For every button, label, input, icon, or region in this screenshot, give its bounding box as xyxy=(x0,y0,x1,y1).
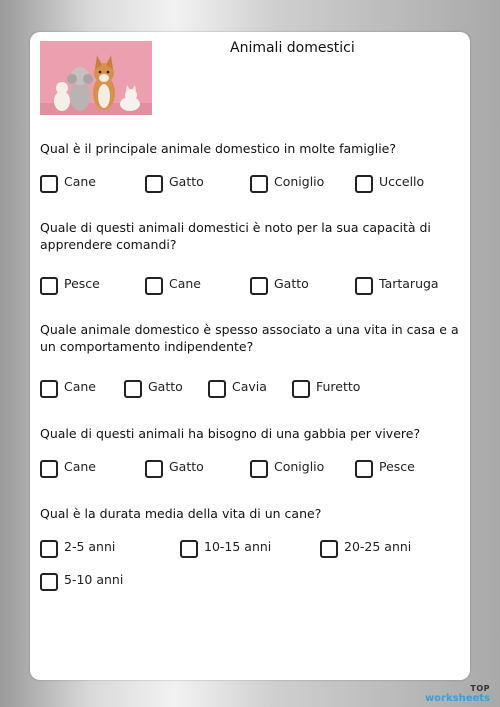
option-label: Cane xyxy=(64,458,97,474)
option-label: Cavia xyxy=(232,378,267,394)
option-checkbox[interactable] xyxy=(40,570,123,594)
question-3-options xyxy=(40,377,460,401)
option-checkbox[interactable] xyxy=(355,274,439,298)
option-checkbox[interactable] xyxy=(40,172,96,196)
option-label: Tartaruga xyxy=(379,275,439,291)
option-checkbox[interactable] xyxy=(250,274,309,298)
option-label: Gatto xyxy=(169,458,204,474)
option-label: Cane xyxy=(64,378,97,394)
brand-logo xyxy=(425,684,490,704)
question-2: Quale di questi animali domestici è noto per la sua capacità di apprendere comandi? xyxy=(40,220,431,252)
option-label: 2-5 anni xyxy=(64,538,116,554)
option-checkbox[interactable] xyxy=(208,377,267,401)
pets-photo xyxy=(40,41,152,115)
option-label: Gatto xyxy=(148,378,183,394)
checkbox-icon[interactable] xyxy=(145,277,163,295)
checkbox-icon[interactable] xyxy=(145,175,163,193)
checkbox-icon[interactable] xyxy=(355,175,373,193)
checkbox-icon[interactable] xyxy=(40,460,58,478)
option-checkbox[interactable] xyxy=(40,274,100,298)
checkbox-icon[interactable] xyxy=(250,175,268,193)
option-label: Cane xyxy=(64,173,97,189)
option-label: Cane xyxy=(169,275,202,291)
checkbox-icon[interactable] xyxy=(40,380,58,398)
option-checkbox[interactable] xyxy=(250,457,324,481)
option-checkbox[interactable] xyxy=(145,274,201,298)
checkbox-icon[interactable] xyxy=(180,540,198,558)
option-checkbox[interactable] xyxy=(40,377,96,401)
checkbox-icon[interactable] xyxy=(355,277,373,295)
question-4-options xyxy=(40,457,460,481)
option-label: Gatto xyxy=(274,275,309,291)
option-label: 10-15 anni xyxy=(204,538,272,554)
pets-illustration xyxy=(40,41,152,115)
question-4: Quale di questi animali ha bisogno di una gabbia per vivere? xyxy=(40,426,421,441)
checkbox-icon[interactable] xyxy=(208,380,226,398)
brand-logo-bottom: worksheets xyxy=(424,693,490,704)
checkbox-icon[interactable] xyxy=(250,460,268,478)
question-5-options xyxy=(40,537,460,561)
option-label: Furetto xyxy=(316,378,361,394)
question-5-options-row-2 xyxy=(40,570,460,594)
worksheet-page xyxy=(30,32,470,680)
option-checkbox[interactable] xyxy=(250,172,324,196)
page-title: Animali domestici xyxy=(230,40,355,56)
option-checkbox[interactable] xyxy=(40,537,115,561)
checkbox-icon[interactable] xyxy=(320,540,338,558)
option-label: Gatto xyxy=(169,173,204,189)
option-label: Uccello xyxy=(379,173,425,189)
brand-logo-top: TOP xyxy=(470,684,490,693)
checkbox-icon[interactable] xyxy=(40,540,58,558)
checkbox-icon[interactable] xyxy=(250,277,268,295)
option-checkbox[interactable] xyxy=(355,172,424,196)
checkbox-icon[interactable] xyxy=(40,277,58,295)
question-5: Qual è la durata media della vita di un cane? xyxy=(40,506,322,521)
checkbox-icon[interactable] xyxy=(40,573,58,591)
option-checkbox[interactable] xyxy=(180,537,271,561)
question-3: Quale animale domestico è spesso associato a una vita in casa e a un comportamento indipendente? xyxy=(40,322,459,354)
option-checkbox[interactable] xyxy=(320,537,411,561)
checkbox-icon[interactable] xyxy=(145,460,163,478)
option-label: 20-25 anni xyxy=(344,538,412,554)
question-2-options xyxy=(40,274,460,298)
option-checkbox[interactable] xyxy=(355,457,415,481)
option-checkbox[interactable] xyxy=(145,172,204,196)
option-checkbox[interactable] xyxy=(292,377,360,401)
option-label: Pesce xyxy=(64,275,100,291)
option-label: 5-10 anni xyxy=(64,571,124,587)
checkbox-icon[interactable] xyxy=(124,380,142,398)
question-1: Qual è il principale animale domestico in molte famiglie? xyxy=(40,141,396,156)
option-checkbox[interactable] xyxy=(145,457,204,481)
option-label: Pesce xyxy=(379,458,415,474)
option-label: Coniglio xyxy=(274,173,325,189)
checkbox-icon[interactable] xyxy=(292,380,310,398)
checkbox-icon[interactable] xyxy=(40,175,58,193)
checkbox-icon[interactable] xyxy=(355,460,373,478)
option-checkbox[interactable] xyxy=(40,457,96,481)
option-label: Coniglio xyxy=(274,458,325,474)
question-1-options xyxy=(40,172,460,196)
option-checkbox[interactable] xyxy=(124,377,183,401)
